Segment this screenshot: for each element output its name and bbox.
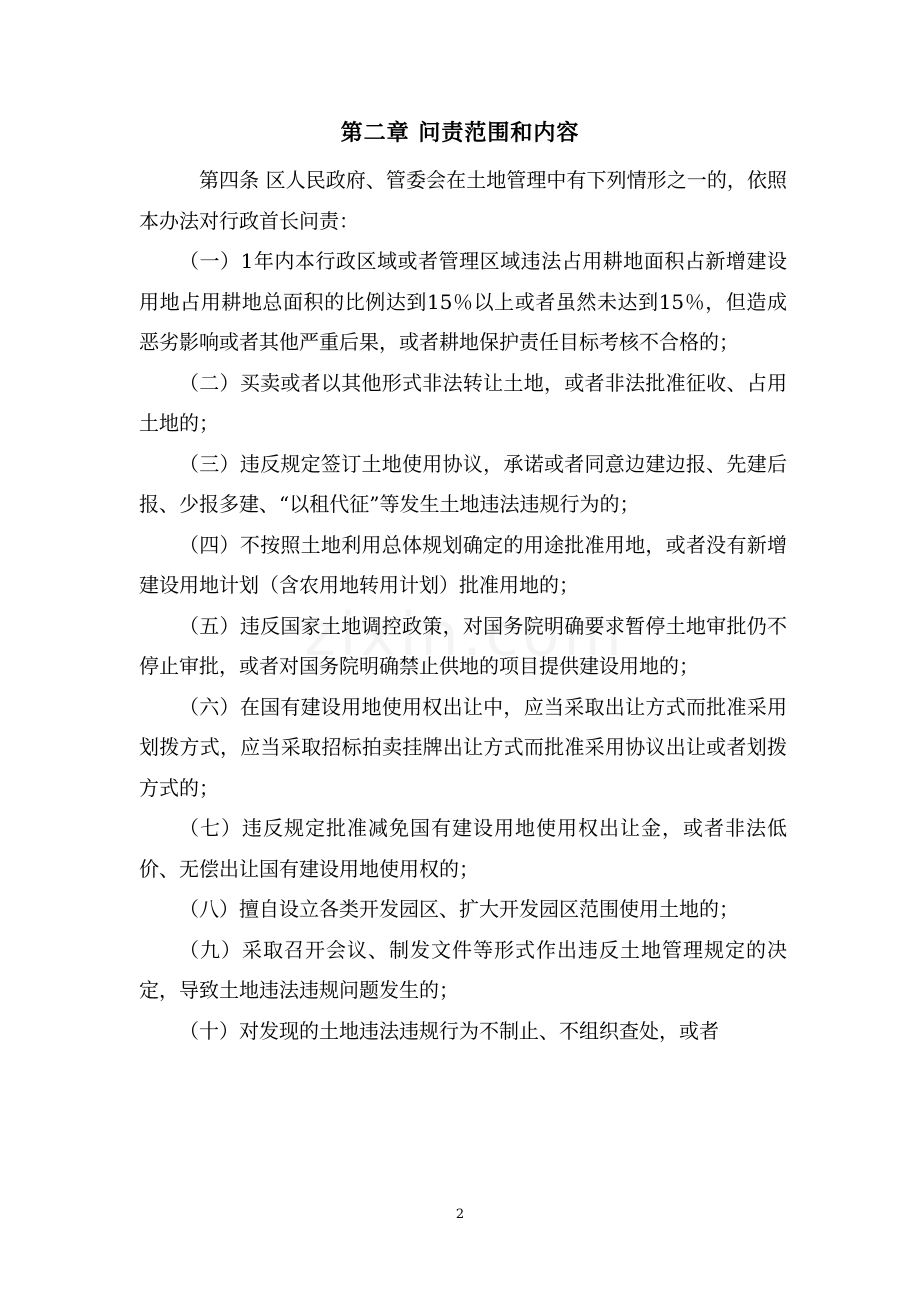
list-item: （五）违反国家土地调控政策，对国务院明确要求暂停土地审批仍不停止审批，或者对国务院明确禁止供地的项目提供建设用地的； <box>139 613 787 678</box>
body-text <box>139 160 787 1051</box>
list-item: （七）违反规定批准减免国有建设用地使用权出让金，或者非法低价、无偿出让国有建设用地使用权的； <box>139 816 787 881</box>
page-number: 2 <box>455 1207 465 1222</box>
list-item: （八）擅自设立各类开发园区、扩大开发园区范围使用土地的； <box>179 897 739 921</box>
article-paragraph: 第四条 区人民政府、管委会在土地管理中有下列情形之一的，依照本办法对行政首长问责： <box>139 168 787 233</box>
list-item: （十）对发现的土地违法违规行为不制止、不组织查处，或者 <box>179 1018 719 1043</box>
list-item: （三）违反规定签订土地使用协议，承诺或者同意边建边报、先建后报、少报多建、“以租代征”等发生土地违法违规行为的； <box>139 451 787 516</box>
list-item: （六）在国有建设用地使用权出让中，应当采取出让方式而批准采用划拨方式，应当采取招标拍卖挂牌出让方式而批准采用协议出让或者划拨方式的； <box>139 694 787 800</box>
chapter-title: 第二章 问责范围和内容 <box>340 120 580 146</box>
list-item: （九）采取召开会议、制发文件等形式作出违反土地管理规定的决定，导致土地违法违规问题发生的； <box>139 937 787 1002</box>
list-item: （四）不按照土地利用总体规划确定的用途批准用地，或者没有新增建设用地计划（含农用地转用计划）批准用地的； <box>139 532 787 597</box>
list-item: （二）买卖或者以其他形式非法转让土地，或者非法批准征收、占用土地的； <box>139 370 787 435</box>
list-item: （一）1年内本行政区域或者管理区域违法占用耕地面积占新增建设用地占用耕地总面积的比例达到15％以上或者虽然未达到15％，但造成恶劣影响或者其他严重后果，或者耕地保护责任目标考核不合格的； <box>139 249 787 354</box>
